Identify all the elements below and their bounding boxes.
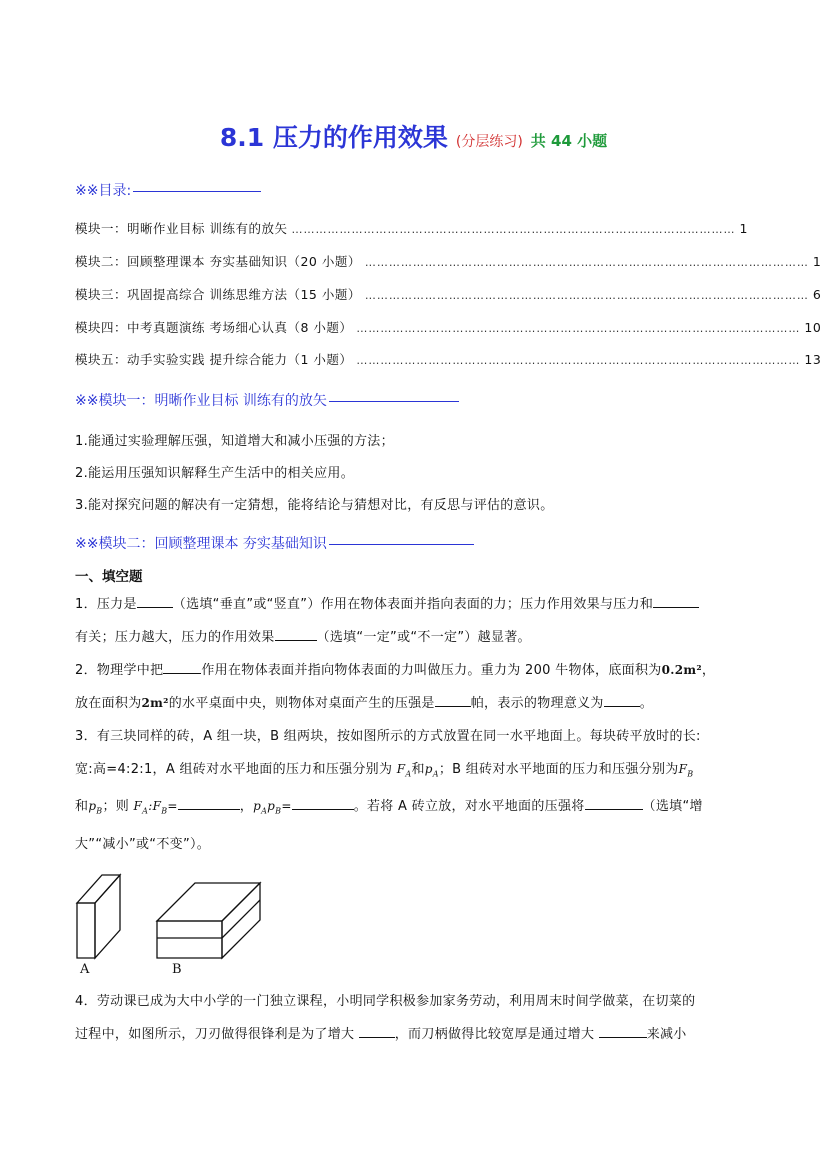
- title-sub: (分层练习): [455, 134, 523, 150]
- question-3: [75, 720, 755, 861]
- q2-area-1: 0.2m²: [661, 663, 702, 677]
- q1-text-a: 1．压力是: [75, 597, 137, 612]
- q2-area-2: 2m²: [141, 696, 169, 710]
- q4-text-c: ，而刀柄做得比较宽厚是通过增大: [394, 1027, 595, 1042]
- q3-ratio-p: $p_Ap_B=$: [253, 799, 292, 816]
- module2-heading-text: ※※模块二：回顾整理课本 夯实基础知识: [75, 536, 327, 552]
- module2-heading: [75, 533, 474, 553]
- q3-text-d: 和: [75, 799, 89, 815]
- goal-item: 2.能运用压强知识解释生产生活中的相关应用。: [75, 466, 355, 481]
- q4-text-b: 过程中，如图所示，刀刃做得很锋利是为了增大: [75, 1027, 355, 1042]
- toc-heading-rule: [133, 191, 261, 192]
- toc-leader: …………………………………………………………………………………………………: [291, 223, 736, 236]
- q3-blank-1[interactable]: [178, 797, 240, 810]
- toc-item-page: 1: [739, 221, 748, 236]
- toc-item-label: 模块二：回顾整理课本 夯实基础知识（20 小题）: [75, 254, 361, 269]
- toc-item-label: 模块一：明晰作业目标 训练有的放矢: [75, 221, 288, 236]
- q3-fa: $F_A$: [396, 762, 412, 779]
- q2-blank-3[interactable]: [604, 694, 640, 707]
- q2-text-a: 2．物理学中把: [75, 663, 164, 678]
- module1-heading-rule: [329, 401, 459, 402]
- page-title: [0, 118, 827, 154]
- toc-item-page: 13: [804, 352, 822, 367]
- goal-item: 3.能对探究问题的解决有一定猜想，能将结论与猜想对比，有反思与评估的意识。: [75, 498, 554, 513]
- section-title: 一、填空题: [75, 569, 143, 585]
- q3-blank-3[interactable]: [585, 797, 643, 810]
- q2-blank-1[interactable]: [163, 661, 201, 674]
- q3-text-f: 。若将 A 砖立放，对水平地面的压强将: [353, 799, 585, 815]
- title-count: 共 44 小题: [530, 132, 608, 150]
- q3-blank-2[interactable]: [292, 797, 354, 810]
- toc-item[interactable]: [75, 252, 822, 270]
- q3-comma: ，: [239, 799, 254, 815]
- q1-text-c: 有关；压力越大，压力的作用效果: [75, 630, 275, 645]
- q1-text-b: （选填“垂直”或“竖直”）作用在物体表面并指向表面的力；压力作用效果与压力和: [172, 597, 654, 612]
- toc-heading: [75, 180, 261, 200]
- question-4: [75, 985, 755, 1051]
- q2-text-d: 放在面积为: [75, 696, 142, 711]
- toc-item-page: 10: [804, 320, 822, 335]
- toc-item-page: 6: [812, 287, 822, 302]
- q1-blank-2[interactable]: [653, 595, 699, 608]
- toc-item-label: 模块四：中考真题演练 考场细心认真（8 小题）: [75, 320, 353, 335]
- bricks-figure: [70, 858, 280, 968]
- title-main: 8.1 压力的作用效果: [219, 123, 448, 152]
- q3-text-e: ；则: [102, 799, 130, 815]
- q3-text-b: 宽:高=4:2:1，A 组砖对水平地面的压力和压强分别为: [75, 762, 393, 777]
- toc-leader: …………………………………………………………………………………………………: [364, 289, 809, 302]
- toc-item-label: 模块五：动手实验实践 提升综合能力（1 小题）: [75, 352, 353, 367]
- toc-item-page: 1: [812, 254, 822, 269]
- q3-ratio-f: $F_A:F_B=$: [133, 799, 178, 816]
- toc-item[interactable]: [75, 285, 822, 303]
- toc-leader: …………………………………………………………………………………………………: [364, 256, 809, 269]
- figure-label-b: B: [172, 962, 182, 977]
- q1-text-d: （选填“一定”或“不一定”）越显著。: [316, 630, 531, 645]
- figure-label-a: A: [80, 962, 90, 977]
- q3-pa: $p_A$: [424, 762, 439, 779]
- q1-blank-1[interactable]: [137, 595, 173, 608]
- q4-blank-2[interactable]: [599, 1025, 647, 1038]
- q3-pb: $p_B$: [88, 799, 103, 816]
- q3-and: 和: [411, 762, 425, 777]
- toc-item[interactable]: [75, 219, 748, 237]
- q3-text-h: 大”“减小”或“不变”）。: [75, 836, 211, 852]
- brick-b-side: [222, 883, 260, 958]
- toc-leader: …………………………………………………………………………………………………: [356, 354, 801, 367]
- toc-item-label: 模块三：巩固提高综合 训练思维方法（15 小题）: [75, 287, 361, 302]
- brick-a-front: [77, 903, 95, 958]
- brick-b-front: [157, 921, 222, 958]
- toc-heading-text: ※※目录:: [75, 183, 132, 199]
- goal-item: 1.能通过实验理解压强，知道增大和减小压强的方法；: [75, 434, 394, 449]
- brick-a-side: [95, 875, 120, 958]
- toc-item[interactable]: [75, 318, 822, 336]
- question-1: [75, 588, 755, 654]
- q4-text-a: 4．劳动课已成为大中小学的一门独立课程，小明同学积极参加家务劳动，利用周末时间学做菜，在切菜的: [75, 994, 696, 1009]
- module1-heading-text: ※※模块一：明晰作业目标 训练有的放矢: [75, 393, 327, 409]
- q1-blank-3[interactable]: [275, 628, 317, 641]
- q3-text-c: ；B 组砖对水平地面的压力和压强分别为: [438, 762, 679, 777]
- q2-text-f: 帕，表示的物理意义为: [470, 696, 604, 711]
- brick-b-side-split: [222, 900, 260, 938]
- question-2: [75, 654, 755, 720]
- q4-text-d: 来减小: [646, 1027, 687, 1042]
- q3-text-g: （选填“增: [642, 799, 703, 815]
- q3-fb: $F_B$: [678, 762, 694, 779]
- toc-leader: …………………………………………………………………………………………………: [356, 322, 801, 335]
- module2-heading-rule: [329, 544, 474, 545]
- q2-text-g: 。: [639, 696, 654, 711]
- q2-text-e: 的水平桌面中央，则物体对桌面产生的压强是: [168, 696, 435, 711]
- module1-heading: [75, 390, 459, 410]
- toc-item[interactable]: [75, 350, 822, 368]
- q2-blank-2[interactable]: [435, 694, 471, 707]
- q2-text-b: 作用在物体表面并指向物体表面的力叫做压力。重力为 200 牛物体，底面积为: [201, 663, 662, 678]
- q2-text-c: ，: [701, 663, 716, 678]
- q4-blank-1[interactable]: [359, 1025, 395, 1038]
- q3-text-a: 3．有三块同样的砖，A 组一块，B 组两块，按如图所示的方式放置在同一水平地面上。每块砖平放时的长:: [75, 729, 701, 744]
